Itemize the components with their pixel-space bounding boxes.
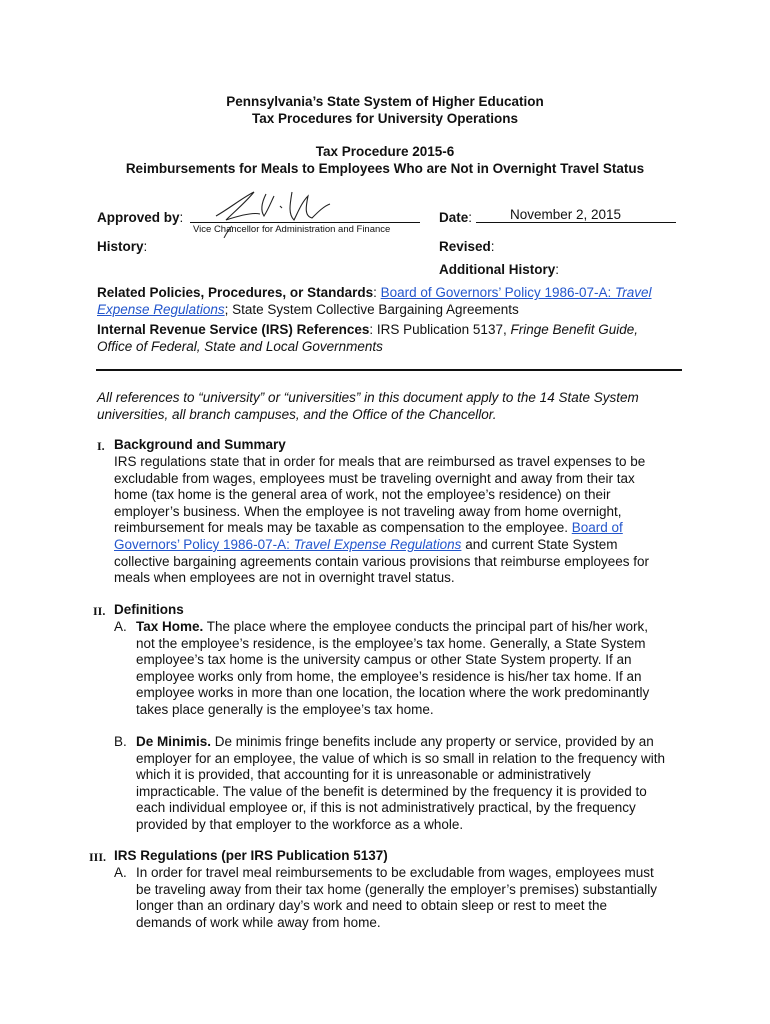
section-1-number: I. <box>97 439 105 453</box>
section-3-number: III. <box>89 850 107 864</box>
item-3a-line: demands of work while away from home. <box>136 914 381 930</box>
board-policy-link[interactable]: Board of Governors’ Policy 1986-07-A: Travel <box>380 285 652 300</box>
section-2-title: Definitions <box>114 602 184 617</box>
item-2a-line: employee works in more than one location, the location where the work predominantly <box>136 685 650 701</box>
section-1-line: reimbursement for meals may be taxable as compensation to the employee. Board of <box>114 520 623 536</box>
revised-label: Revised: <box>439 239 495 254</box>
board-policy-link-cont[interactable]: Expense Regulations <box>97 302 225 317</box>
section-1-title: Background and Summary <box>114 437 286 452</box>
header-line-1: Pennsylvania’s State System of Higher Education <box>226 94 544 109</box>
section-1-line: employer’s business. When the employee is not traveling away from home overnight, <box>114 503 622 519</box>
related-policies: Related Policies, Procedures, or Standards: Board of Governors’ Policy 1986-07-A: Travel <box>97 285 652 300</box>
item-3a-line: longer than an ordinary day’s work and need to obtain sleep or rest to meet the <box>136 898 608 914</box>
item-2b-line: De Minimis. De minimis fringe benefits include any property or service, provided by an <box>136 734 654 749</box>
item-2b-line: which it is provided, that accounting for it is unreasonable or administratively <box>136 767 591 783</box>
board-policy-link-2-cont[interactable]: Governors’ Policy 1986-07-A: Travel Expense Regulations <box>114 536 462 552</box>
item-2a-line: not the employee’s residence, is the employee’s tax home. Generally, a State System <box>136 635 646 651</box>
section-1-line: IRS regulations state that in order for meals that are reimbursed as travel expenses to be <box>114 454 646 469</box>
date-value: November 2, 2015 <box>510 207 622 222</box>
section-2-number: II. <box>93 604 106 618</box>
procedure-number: Tax Procedure 2015-6 <box>315 144 455 159</box>
irs-references: Internal Revenue Service (IRS) References: IRS Publication 5137, Fringe Benefit Guide, <box>97 322 639 337</box>
related-policies-cont: Expense Regulations; State System Collective Bargaining Agreements <box>97 302 519 317</box>
item-2a-letter: A. <box>114 619 127 634</box>
irs-references-cont: Office of Federal, State and Local Governments <box>97 339 383 354</box>
item-2a-line: Tax Home. The place where the employee conducts the principal part of his/her work, <box>136 619 649 634</box>
header-line-2: Tax Procedures for University Operations <box>251 111 519 126</box>
section-1-line: collective bargaining agreements contain various provisions that reimburse employees for <box>114 553 650 569</box>
item-3a-letter: A. <box>114 865 127 880</box>
item-3a-line: In order for travel meal reimbursements to be excludable from wages, employees must <box>136 865 654 880</box>
approved-by-label: Approved by: <box>97 210 184 225</box>
date-label: Date: <box>439 210 473 225</box>
history-label: History: <box>97 239 148 254</box>
item-2a-line: employee works only from home, the employee’s residence is his/her tax home. If an <box>136 668 642 684</box>
item-2a-line: employee’s tax home is the university campus or other State System property. If an <box>136 652 632 668</box>
item-2a-line: takes place generally is the employee’s tax home. <box>136 701 434 717</box>
item-2b-letter: B. <box>114 734 127 749</box>
divider <box>96 369 682 371</box>
section-1-line: meals when employees are not in overnight travel status. <box>114 570 455 586</box>
additional-history-label: Additional History: <box>439 262 560 277</box>
item-2b-line: provided by that employer to the workforce as a whole. <box>136 816 464 832</box>
scope-line-1: All references to “university” or “universities” in this document apply to the 14 State System <box>97 390 639 405</box>
item-2b-line: impracticable. The value of the benefit is determined by the frequency it is provided to <box>136 783 647 799</box>
item-2b-body <box>136 734 665 834</box>
item-3a-body <box>136 865 657 931</box>
section-1-line: home (tax home is the general area of work, not the employee’s residence) on their <box>114 487 611 503</box>
item-2a-body <box>136 619 649 719</box>
section-1-body <box>114 454 649 587</box>
item-2b-line: each individual employee or, if this is not administratively practical, by the frequency <box>136 800 636 816</box>
section-1-line: Governors’ Policy 1986-07-A: Travel Expense Regulations and current State System <box>114 536 618 552</box>
section-1-line: excludable from wages, employees must be traveling overnight and away from their tax <box>114 470 635 486</box>
item-3a-line: be traveling away from their tax home (generally the employer’s premises) substantially <box>136 881 657 897</box>
item-2b-line: employer for an employee, the value of which is so small in relation to the frequency with <box>136 750 666 766</box>
board-policy-link-2[interactable]: Board of <box>571 520 623 536</box>
signer-title: Vice Chancellor for Administration and Finance <box>193 224 391 235</box>
section-3-title: IRS Regulations (per IRS Publication 5137) <box>114 848 388 863</box>
scope-line-2: universities, all branch campuses, and the Office of the Chancellor. <box>97 407 497 422</box>
procedure-title: Reimbursements for Meals to Employees Who are Not in Overnight Travel Status <box>125 161 645 176</box>
